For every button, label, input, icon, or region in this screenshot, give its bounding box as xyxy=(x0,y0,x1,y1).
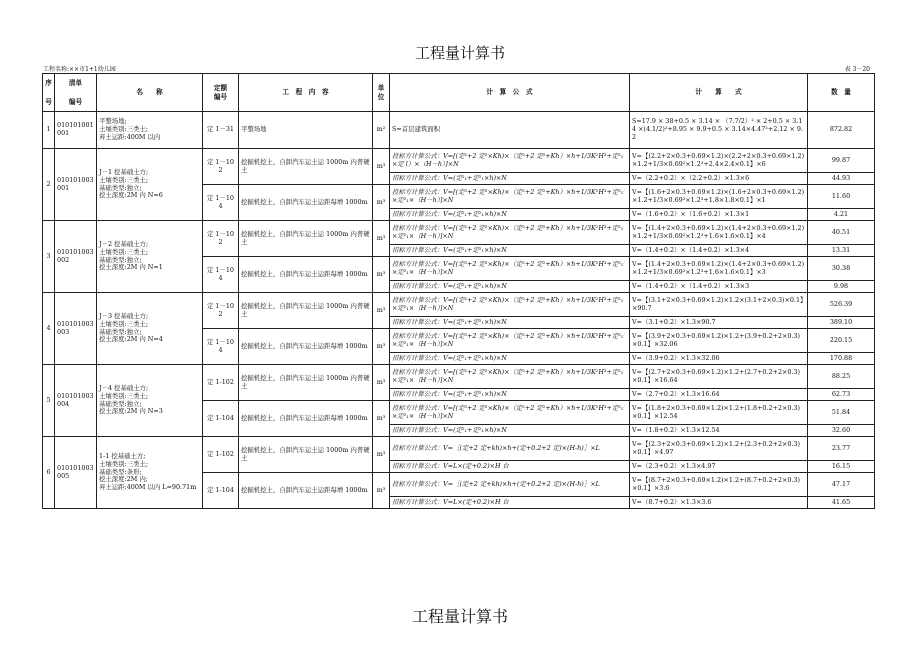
bidder-formula: 投标方计算公式：V=[(定²+2 定²×Kh)×（定²+2 定²+Kh）×h+1/3K²H³+定²₁×定²₁×（H－h）]×N xyxy=(390,293,630,317)
tenderer-formula: 招标方计算公式：V=L×(定+0.2)×H 台 xyxy=(390,461,630,473)
table-row xyxy=(43,437,875,461)
bidder-quantity: 99.87 xyxy=(808,149,875,173)
table-row xyxy=(43,149,875,173)
bidder-expression: V=【(3.9+2×0.3+0.69×1.2)×1.2+(3.9+0.2+2×0.3)×0.1】×32.06 xyxy=(630,329,808,353)
work-content: 挖掘机挖土、自卸汽车运土运距每增 1000m xyxy=(239,185,373,221)
unit: m³ xyxy=(373,149,390,185)
tenderer-quantity: 32.60 xyxy=(808,425,875,437)
row-number: 2 xyxy=(43,149,55,221)
tenderer-quantity: 13.31 xyxy=(808,245,875,257)
bidder-quantity: 220.15 xyxy=(808,329,875,353)
tenderer-expression: V=（1.4+0.2）×（1.4+0.2）×1.3×4 xyxy=(630,245,808,257)
formula: S=首层建筑面积 xyxy=(390,112,630,149)
unit: m³ xyxy=(373,473,390,509)
row-number: 1 xyxy=(43,112,55,149)
item-name: J－3 挖基础土方; 土壤类别:三类土; 基础类型:独立; 挖土深度:2M 内 N=4 xyxy=(97,293,203,365)
quota-code: 定 1－104 xyxy=(203,185,239,221)
bidder-formula: 投标方计算公式：V=[(定²+2 定²×Kh)×（定²+2 定²+Kh）×h+1/3K²H³+定²₁×定²₁×（H－h）]×N xyxy=(390,257,630,281)
work-content: 挖掘机挖土、自卸汽车运土运 1000m 内普硬土 xyxy=(239,149,373,185)
quota-code: 定 1-104 xyxy=(203,473,239,509)
tenderer-quantity: 16.15 xyxy=(808,461,875,473)
tenderer-expression: V=（2.7+0.2）×1.3×16.64 xyxy=(630,389,808,401)
bidder-quantity: 47.17 xyxy=(808,473,875,497)
bidder-formula: 投标方计算公式：V=[(定²+2 定²×Kh)×（定²+2 定²+Kh）×h+1/3K²H³+定²₁×定²₁×（H－h）]×N xyxy=(390,401,630,425)
table-header-row xyxy=(43,74,875,112)
item-code: 010101003002 xyxy=(55,221,97,293)
quota-code: 定 1－31 xyxy=(203,112,239,149)
bidder-expression: V=【(1.4+2×0.3+0.69×1.2)×(1.4+2×0.3+0.69×1.2)×1.2+1/3×0.69²×1.2³+1.6×1.6×0.1】×4 xyxy=(630,221,808,245)
tenderer-formula: 招标方计算公式：V=(定²₁+定²₁×h)×N xyxy=(390,317,630,329)
unit: m³ xyxy=(373,329,390,365)
quota-code: 定 1－102 xyxy=(203,293,239,329)
item-code: 010101003004 xyxy=(55,365,97,437)
tenderer-expression: V=（3.9+0.2）×1.3×32.06 xyxy=(630,353,808,365)
tenderer-quantity: 62.73 xyxy=(808,389,875,401)
bidder-formula: 投标方计算公式：V=[(定²+2 定²×Kh)×（定²+2 定²+Kh）×h+1/3K²H³+定²₁×定 l）×（H－h）]×N xyxy=(390,149,630,173)
bidder-expression: V=【(2.2+2×0.3+0.69×1.2)×(2.2+2×0.3+0.69×1.2)×1.2+1/3×0.69²×1.2³+2.4×2.4×0.1】×6 xyxy=(630,149,808,173)
bidder-formula: 投标方计算公式：V=[(定²+2 定²×Kh)×（定²+2 定²+Kh）×h+1/3K²H³+定²₁×定²₁×（H－h）]×N xyxy=(390,185,630,209)
bidder-quantity: 11.60 xyxy=(808,185,875,209)
work-content: 挖掘机挖土、自卸汽车运土运距每增 1000m xyxy=(239,401,373,437)
tenderer-quantity: 389.10 xyxy=(808,317,875,329)
expression: S=17.9 × 38+0.5 × 3.14 × （7.7/2）² × 2+0.5 × 3.14 ×(4.1/2)²+8.95 × 9.9+0.5 × 3.14×4.47²+2.12 × 9.2 xyxy=(630,112,808,149)
bidder-quantity: 526.39 xyxy=(808,293,875,317)
tenderer-expression: V=（2.3+0.2）×1.3×4.97 xyxy=(630,461,808,473)
item-code: 010101003003 xyxy=(55,293,97,365)
work-content: 挖掘机挖土、自卸汽车运土运距每增 1000m xyxy=(239,473,373,509)
work-content: 挖掘机挖土、自卸汽车运土运 1000m 内普硬土 xyxy=(239,365,373,401)
bidder-formula: 投标方计算公式：V=[(定²+2 定²×Kh)×（定²+2 定²+Kh）×h+1/3K²H³+定²₁×定²₁×（H－h）]×N xyxy=(390,329,630,353)
tenderer-formula: 招标方计算公式：V=(定²₁+定²₁×h)×N xyxy=(390,425,630,437)
tenderer-expression: V=（1.6+0.2）×（1.6+0.2）×1.3×1 xyxy=(630,209,808,221)
tenderer-formula: 招标方计算公式：V=(定²₁+定²₁×h)×N xyxy=(390,173,630,185)
item-code: 010101001001 xyxy=(55,112,97,149)
bidder-expression: V=【(1.4+2×0.3+0.69×1.2)×(1.4+2×0.3+0.69×1.2)×1.2+1/3×0.69²×1.2³+1.6×1.6×0.1】×3 xyxy=(630,257,808,281)
tenderer-expression: V=（1.4+0.2）×（1.4+0.2）×1.3×3 xyxy=(630,281,808,293)
tenderer-expression: V=（3.1+0.2）×1.3×90.7 xyxy=(630,317,808,329)
tenderer-quantity: 4.21 xyxy=(808,209,875,221)
work-content: 平整场地 xyxy=(239,112,373,149)
row-number: 4 xyxy=(43,293,55,365)
bidder-quantity: 30.38 xyxy=(808,257,875,281)
header-quantity: 数 量 xyxy=(808,74,875,112)
quota-code: 定 1－102 xyxy=(203,221,239,257)
tenderer-formula: 招标方计算公式：V=(定²₁+定²₁×h)×N xyxy=(390,245,630,257)
tenderer-expression: V=（8.7+0.2）×1.3×3.6 xyxy=(630,497,808,509)
unit: m³ xyxy=(373,221,390,257)
item-name: J－1 挖基础土方; 土壤类别:三类土; 基础类型:独立; 挖土深度:2M 内 N=6 xyxy=(97,149,203,221)
item-name: J－4 挖基础土方; 土壤类别:三类土; 基础类型:独立; 挖土深度:2M 内 N=3 xyxy=(97,365,203,437)
bidder-quantity: 23.77 xyxy=(808,437,875,461)
bidder-formula: 投标方计算公式：V=[(定²+2 定²×Kh)×（定²+2 定²+Kh）×h+1/3K²H³+定²₁×定²₁×（H－h）]×N xyxy=(390,365,630,389)
table-row xyxy=(43,365,875,389)
item-code: 010101003005 xyxy=(55,437,97,509)
tenderer-quantity: 44.93 xyxy=(808,173,875,185)
tenderer-expression: V=（2.2+0.2）×（2.2+0.2）×1.3×6 xyxy=(630,173,808,185)
row-number: 6 xyxy=(43,437,55,509)
table-number: 表 3－20 xyxy=(844,66,870,73)
unit: m³ xyxy=(373,185,390,221)
unit: m³ xyxy=(373,401,390,437)
quota-code: 定 1-102 xyxy=(203,365,239,401)
work-content: 挖掘机挖土、自卸汽车运土运 1000m 内普硬土 xyxy=(239,221,373,257)
header-content: 工 程 内 容 xyxy=(239,74,373,112)
page-title-next: 工程量计算书 xyxy=(411,607,508,626)
item-name: 1-1 挖基础土方; 土壤类别:三类土; 基础类型:条形; 挖土深度:2M 内; 弃土运距:400M 以内 L=90.71m xyxy=(97,437,203,509)
table-row xyxy=(43,293,875,317)
tenderer-quantity: 41.65 xyxy=(808,497,875,509)
unit: m³ xyxy=(373,257,390,293)
quota-code: 定 1-104 xyxy=(203,401,239,437)
bidder-quantity: 40.51 xyxy=(808,221,875,245)
item-name: 平整场地; 土壤类别:三类土; 弃土运距:400M 以内 xyxy=(97,112,203,149)
tenderer-expression: V=（1.8+0.2）×1.3×12.54 xyxy=(630,425,808,437)
bidder-expression: V=【(1.6+2×0.3+0.69×1.2)×(1.6+2×0.3+0.69×1.2)×1.2+1/3×0.69²×1.2³+1.8×1.8×0.1】×1 xyxy=(630,185,808,209)
bidder-expression: V=【(2.3+2×0.3+0.69×1.2)×1.2+(2.3+0.2+2×0.3)×0.1】×4.97 xyxy=(630,437,808,461)
quota-code: 定 1－104 xyxy=(203,329,239,365)
tenderer-formula: 招标方计算公式：V=(定²₁+定²₁×h)×N xyxy=(390,389,630,401)
bidder-expression: V=【(2.7+2×0.3+0.69×1.2)×1.2+(2.7+0.2+2×0.3)×0.1】×16.64 xyxy=(630,365,808,389)
work-content: 挖掘机挖土、自卸汽车运土运距每增 1000m xyxy=(239,257,373,293)
bidder-expression: V=【(8.7+2×0.3+0.69×1.2)×1.2+(8.7+0.2+2×0.3)×0.1】×3.6 xyxy=(630,473,808,497)
table-row xyxy=(43,112,875,149)
work-content: 挖掘机挖土、自卸汽车运土运距每增 1000m xyxy=(239,329,373,365)
bidder-expression: V=【(3.1+2×0.3+0.69×1.2)×1.2×(3.1+2×0.3)×0.1】×90.7 xyxy=(630,293,808,317)
quota-code: 定 1-102 xyxy=(203,437,239,473)
page-title: 工程量计算书 xyxy=(414,44,505,62)
tenderer-formula: 招标方计算公式：V=(定²₁+定²₁×h)×N xyxy=(390,281,630,293)
header-no: 序 号 xyxy=(43,74,55,112)
header-name: 名 称 xyxy=(97,74,203,112)
header-formula: 计 算 公 式 xyxy=(390,74,630,112)
row-number: 3 xyxy=(43,221,55,293)
unit: m³ xyxy=(373,437,390,473)
tenderer-formula: 招标方计算公式：V=(定²₁+定²₁×h)×N xyxy=(390,353,630,365)
bidder-formula: 投标方计算公式：V=［(定+2 定+kh)×h+(定+0.2+2 定)×(H-h)］×L xyxy=(390,437,630,461)
quota-code: 定 1－104 xyxy=(203,257,239,293)
header-unit: 单位 xyxy=(373,74,390,112)
tenderer-formula: 招标方计算公式：V=(定²₁+定²₁×h)×N xyxy=(390,209,630,221)
quantity: 872.82 xyxy=(808,112,875,149)
quota-code: 定 1－102 xyxy=(203,149,239,185)
tenderer-formula: 招标方计算公式：V=L×(定+0.2)×H 台 xyxy=(390,497,630,509)
tenderer-quantity: 170.88 xyxy=(808,353,875,365)
work-content: 挖掘机挖土、自卸汽车运土运 1000m 内普硬土 xyxy=(239,293,373,329)
calculation-table xyxy=(42,73,875,509)
bidder-formula: 投标方计算公式：V=[(定²+2 定²×Kh)×（定²+2 定²+Kh）×h+1/3K²H³+定²₁×定²₁×（H－h）]×N xyxy=(390,221,630,245)
header-expression: 计 算 式 xyxy=(630,74,808,112)
item-code: 010101003001 xyxy=(55,149,97,221)
bidder-expression: V=【(1.8+2×0.3+0.69×1.2)×1.2+(1.8+0.2+2×0.3)×0.1】×12.54 xyxy=(630,401,808,425)
unit: m³ xyxy=(373,293,390,329)
table-row xyxy=(43,221,875,245)
item-name: J－2 挖基础土方; 土壤类别:三类土; 基础类型:独立; 挖土深度:2M 内 N=1 xyxy=(97,221,203,293)
project-name: 工程名称:××市1+1幼儿园 xyxy=(43,66,116,73)
bidder-quantity: 88.25 xyxy=(808,365,875,389)
header-quota: 定额 编号 xyxy=(203,74,239,112)
unit: m² xyxy=(373,112,390,149)
bidder-formula: 投标方计算公式：V=［(定+2 定+kh)×h+(定+0.2+2 定)×(H-h)］×L xyxy=(390,473,630,497)
row-number: 5 xyxy=(43,365,55,437)
work-content: 挖掘机挖土、自卸汽车运土运 1000m 内普硬土 xyxy=(239,437,373,473)
bidder-quantity: 51.84 xyxy=(808,401,875,425)
unit: m³ xyxy=(373,365,390,401)
tenderer-quantity: 9.98 xyxy=(808,281,875,293)
header-code: 清单 编号 xyxy=(55,74,97,112)
